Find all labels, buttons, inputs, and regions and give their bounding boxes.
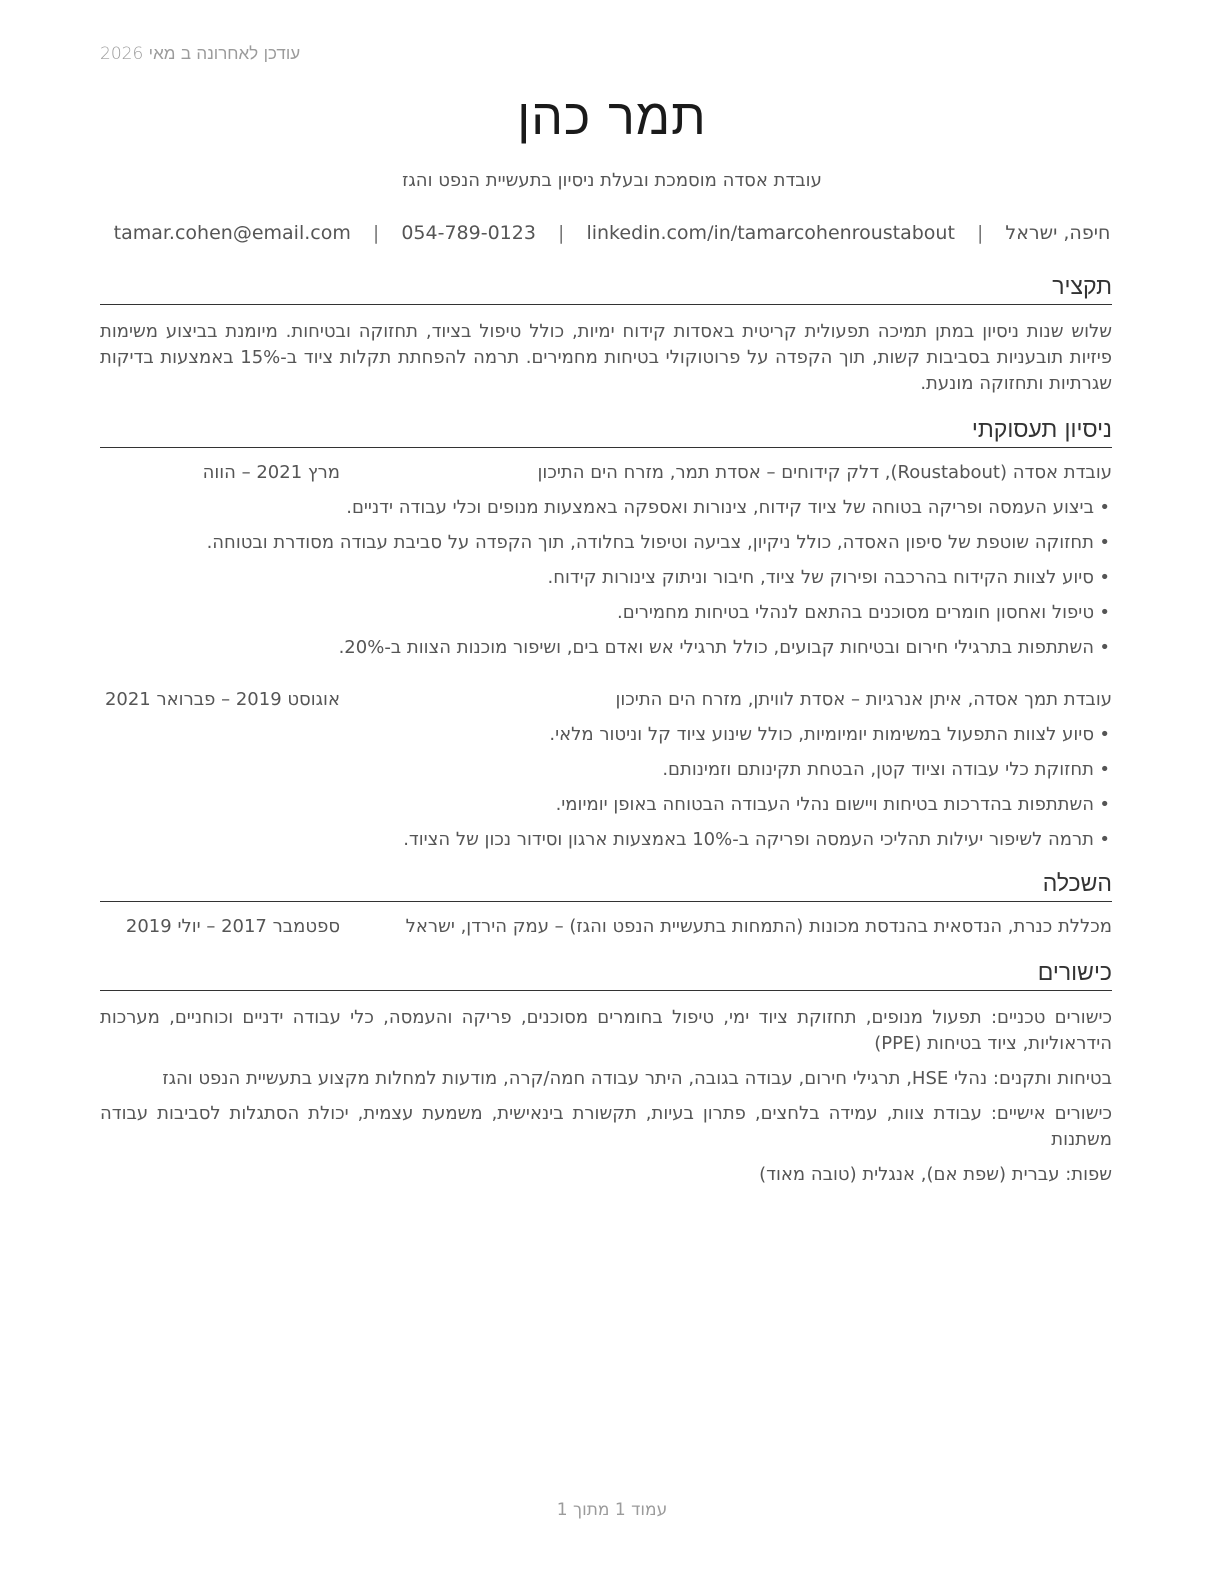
contact-separator: | — [976, 222, 984, 244]
job-title: עובדת תמך אסדה, איתן אנרגיות – אסדת לוויתן, מזרח הים התיכון — [615, 689, 1112, 710]
contact-linkedin[interactable]: linkedin.com/in/tamarcohenroustabout — [586, 222, 955, 244]
bullet-dot-icon: • — [1099, 759, 1110, 780]
last-updated-note: עודכן לאחרונה ב מאי 2026 — [100, 44, 301, 64]
skills-heading: כישורים — [100, 958, 1112, 991]
job-bullet: • השתתפות בהדרכות בטיחות ויישום נהלי העבודה הבטוחה באופן יומיומי. — [100, 787, 1112, 822]
job-dates: מרץ 2021 – הווה — [202, 462, 340, 483]
bullet-dot-icon: • — [1099, 829, 1110, 850]
bullet-dot-icon: • — [1099, 724, 1110, 745]
bullet-dot-icon: • — [1099, 497, 1110, 518]
bullet-dot-icon: • — [1099, 794, 1110, 815]
job-bullets — [100, 717, 1112, 857]
skills-technical: כישורים טכניים: תפעול מנופים, תחזוקת ציוד ימי, טיפול בחומרים מסוכנים, פריקה והעמסה, כלי עבודה ידניים וכוחניים, מערכות הידראוליות, ציוד בטיחות (PPE) — [100, 1007, 1112, 1054]
job-bullet: • סיוע לצוות התפעול במשימות יומיומיות, כולל שינוע ציוד קל וניטור מלאי. — [100, 717, 1112, 752]
job-header — [100, 462, 1112, 490]
bullet-dot-icon: • — [1099, 637, 1110, 658]
education-entry — [100, 916, 1112, 944]
contact-line — [100, 222, 1124, 244]
bullet-dot-icon: • — [1099, 567, 1110, 588]
summary-text: שלוש שנות ניסיון במתן תמיכה תפעולית קריטית באסדות קידוח ימיות, כולל טיפול בציוד, תחזוקה ובטיחות. מיומנת בביצוע משימות פיזיות תובעניות בסביבות קשות, תוך הקפדה על פרוטוקולי בטיחות מחמירים. תרמה להפחתת תקלות ציוד ב-15% באמצעות בדיקות שגרתיות ותחזוקה מונעת. — [100, 321, 1112, 394]
bullet-dot-icon: • — [1099, 532, 1110, 553]
contact-separator: | — [558, 222, 565, 244]
bullet-dot-icon: • — [1099, 602, 1110, 623]
job-bullet: • ביצוע העמסה ופריקה בטוחה של ציוד קידוח, צינורות ואספקה באמצעות מנופים וכלי עבודה ידניים. — [100, 490, 1112, 525]
job-bullet: • תחזוקה שוטפת של סיפון האסדה, כולל ניקיון, צביעה וטיפול בחלודה, תוך הקפדה על סביבת עבודה מסודרת ובטוחה. — [100, 525, 1112, 560]
contact-phone[interactable]: 054-789-0123 — [401, 222, 536, 244]
resume-body — [100, 272, 1112, 1197]
summary-heading: תקציר — [100, 272, 1112, 305]
job-header — [100, 689, 1112, 717]
job-bullets — [100, 490, 1112, 665]
job-title: עובדת אסדה (Roustabout), דלק קידוחים – אסדת תמר, מזרח הים התיכון — [537, 462, 1112, 483]
candidate-name: תמר כהן — [517, 88, 707, 146]
skills-languages: שפות: עברית (שפת אם), אנגלית (טובה מאוד) — [759, 1164, 1112, 1185]
page-number: עמוד 1 מתוך 1 — [556, 1500, 668, 1520]
job-bullet: • השתתפות בתרגילי חירום ובטיחות קבועים, כולל תרגילי אש ואדם בים, ושיפור מוכנות הצוות ב-20%. — [100, 630, 1112, 665]
contact-location: חיפה, ישראל — [1005, 222, 1111, 244]
skills-safety: בטיחות ותקנים: נהלי HSE, תרגילי חירום, עבודה בגובה, היתר עבודה חמה/קרה, מודעות למחלות מקצוע בתעשיית הנפט והגז — [162, 1068, 1112, 1089]
contact-email[interactable]: tamar.cohen@email.com — [113, 222, 351, 244]
education-institution: מכללת כנרת, הנדסאית בהנדסת מכונות (התמחות בתעשיית הנפט והגז) – עמק הירדן, ישראל — [405, 916, 1112, 937]
skills-personal: כישורים אישיים: עבודת צוות, עמידה בלחצים, פתרון בעיות, תקשורת בינאישית, משמעת עצמית, יכולת הסתגלות לסביבות עבודה משתנות — [100, 1103, 1112, 1150]
experience-heading: ניסיון תעסוקתי — [100, 415, 1112, 448]
job-dates: אוגוסט 2019 – פברואר 2021 — [104, 689, 340, 710]
job-bullet: • תרמה לשיפור יעילות תהליכי העמסה ופריקה ב-10% באמצעות ארגון וסידור נכון של הציוד. — [100, 822, 1112, 857]
contact-separator: | — [372, 222, 380, 244]
job-bullet: • סיוע לצוות הקידוח בהרכבה ופירוק של ציוד, חיבור וניתוק צינורות קידוח. — [100, 560, 1112, 595]
job-entry — [100, 462, 1112, 665]
job-bullet: • טיפול ואחסון חומרים מסוכנים בהתאם לנהלי בטיחות מחמירים. — [100, 595, 1112, 630]
job-bullet: • תחזוקת כלי עבודה וציוד קטן, הבטחת תקינותם וזמינותם. — [100, 752, 1112, 787]
education-dates: ספטמבר 2017 – יולי 2019 — [125, 916, 340, 937]
candidate-subtitle: עובדת אסדה מוסמכת ובעלת ניסיון בתעשיית הנפט והגז — [402, 170, 822, 191]
job-entry — [100, 689, 1112, 857]
skills-list — [100, 1005, 1112, 1188]
education-heading: השכלה — [100, 869, 1112, 902]
